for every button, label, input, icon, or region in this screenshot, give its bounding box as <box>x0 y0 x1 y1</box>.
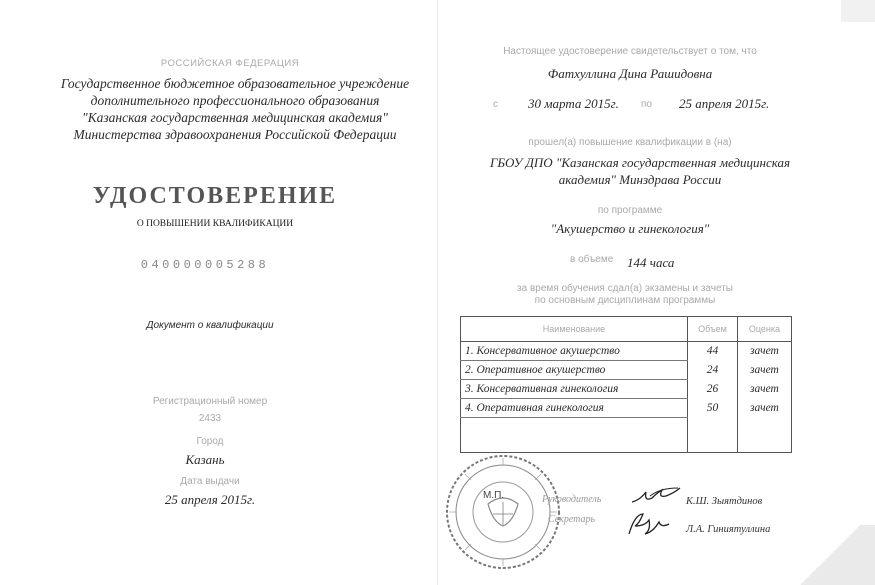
institution-line-2: академия" Минздрава России <box>558 172 722 187</box>
table-row <box>461 342 792 361</box>
empty-cell <box>737 418 791 453</box>
document-number: 040000005288 <box>140 258 270 272</box>
exam-line-2: по основным дисциплинам программы <box>534 295 716 306</box>
discipline-grade: зачет <box>737 380 791 399</box>
discipline-name: 4. Оперативная гинекология <box>461 399 688 418</box>
document-subtitle: О ПОВЫШЕНИИ КВАЛИФИКАЦИИ <box>136 219 294 229</box>
discipline-hours: 44 <box>688 342 738 361</box>
to-label: по <box>641 99 652 110</box>
trained-label: прошел(а) повышение квалификации в (на) <box>528 137 732 148</box>
secretary-label: Секретарь <box>548 514 596 525</box>
empty-cell <box>461 418 688 453</box>
page-fold <box>437 0 438 585</box>
institution-line-1: ГБОУ ДПО "Казанская государственная медицинская <box>489 155 791 170</box>
discipline-grade: зачет <box>737 342 791 361</box>
recipient-name: Фатхуллина Дина Рашидовна <box>547 66 713 81</box>
to-date: 25 апреля 2015г. <box>679 96 770 111</box>
discipline-hours: 50 <box>688 399 738 418</box>
discipline-name: 3. Консервативная гинекология <box>461 380 688 399</box>
reg-number-label: Регистрационный номер <box>152 396 268 407</box>
country-heading: РОССИЙСКАЯ ФЕДЕРАЦИЯ <box>160 58 300 69</box>
city-label: Город <box>196 436 224 447</box>
header-grade: Оценка <box>737 317 791 342</box>
document-caption: Документ о квалификации <box>146 320 274 331</box>
discipline-name: 1. Консервативное акушерство <box>461 342 688 361</box>
table-empty-row <box>461 418 792 453</box>
discipline-hours: 24 <box>688 361 738 380</box>
table-row <box>461 361 792 380</box>
org-line-1: Государственное бюджетное образовательное учреждение <box>60 76 410 91</box>
from-label: с <box>493 99 498 110</box>
program-name: "Акушерство и гинекология" <box>550 221 710 236</box>
issue-date-label: Дата выдачи <box>180 476 240 487</box>
org-line-4: Министерства здравоохранения Российской Федерации <box>73 127 397 142</box>
empty-cell <box>688 418 738 453</box>
header-hours: Объем <box>688 317 738 342</box>
disciplines-table <box>460 316 792 453</box>
volume-label: в объеме <box>570 254 614 265</box>
exam-line-1: за время обучения сдал(а) экзамены и зачеты <box>517 283 733 294</box>
table-row <box>461 399 792 418</box>
secretary-name: Л.А. Гиниятуллина <box>686 524 771 535</box>
from-date: 30 марта 2015г. <box>528 96 619 111</box>
secretary-signature-icon <box>625 508 677 538</box>
head-name: К.Ш. Зыятдинов <box>686 496 763 507</box>
city-value: Казань <box>185 452 225 467</box>
table-header-row <box>461 317 792 342</box>
head-signature-icon <box>630 484 682 506</box>
seal-mark: М.П. <box>483 490 505 501</box>
org-line-3: "Казанская государственная медицинская академия" <box>82 110 388 125</box>
discipline-grade: зачет <box>737 399 791 418</box>
intro-text: Настоящее удостоверение свидетельствует о том, что <box>503 46 757 57</box>
header-name: Наименование <box>461 317 688 342</box>
paper-corner <box>841 0 875 22</box>
paper-corner-bottom <box>785 525 875 585</box>
program-label: по программе <box>597 205 663 216</box>
discipline-hours: 26 <box>688 380 738 399</box>
discipline-name: 2. Оперативное акушерство <box>461 361 688 380</box>
head-label: Руководитель <box>542 494 602 505</box>
volume-value: 144 часа <box>627 255 675 270</box>
document-title: УДОСТОВЕРЕНИЕ <box>92 183 338 209</box>
reg-number: 2433 <box>198 413 222 424</box>
org-line-2: дополнительного профессионального образования <box>90 93 380 108</box>
official-seal-icon <box>443 452 563 572</box>
table-row <box>461 380 792 399</box>
issue-date: 25 апреля 2015г. <box>164 492 256 507</box>
discipline-grade: зачет <box>737 361 791 380</box>
